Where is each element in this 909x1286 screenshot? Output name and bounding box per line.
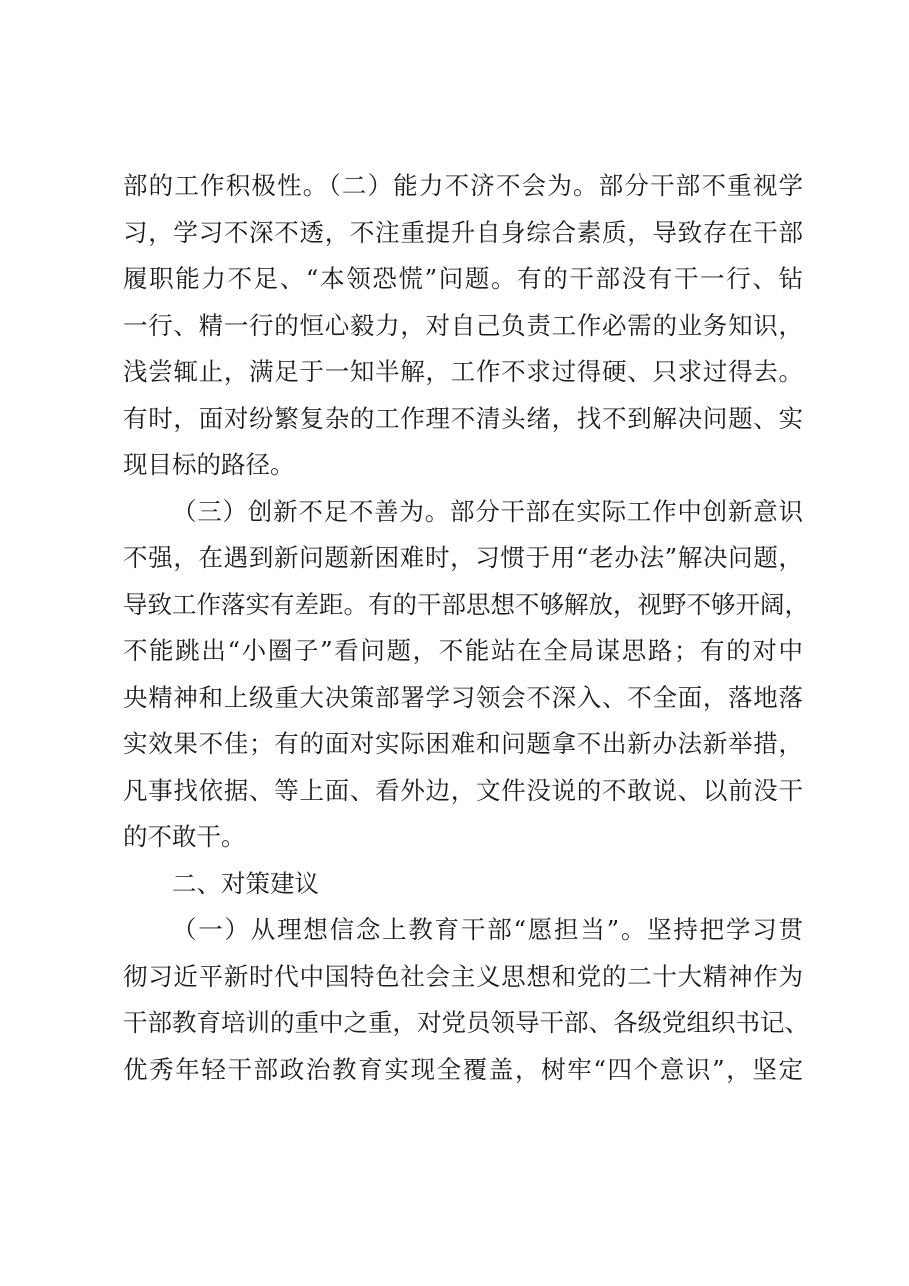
text-line: 有时，面对纷繁复杂的工作理不清头绪，找不到解决问题、实 (123, 403, 803, 433)
text-line: 浅尝辄止，满足于一知半解，工作不求过得硬、只求过得去。 (123, 357, 803, 386)
text-line: 干部教育培训的重中之重，对党员领导干部、各级党组织书记、 (123, 1008, 809, 1037)
text-line: 的不敢干。 (123, 822, 246, 851)
paragraph-first-line: （三）创新不足不善为。部分干部在实际工作中创新意识 (172, 496, 803, 526)
text-line: 导致工作落实有差距。有的干部思想不够解放，视野不够开阔， (123, 589, 809, 619)
text-line: 部的工作积极性。（二）能力不济不会为。部分干部不重视学 (123, 171, 803, 200)
document-body (123, 163, 809, 1093)
text-line: 习，学习不深不透，不注重提升自身综合素质，导致存在干部 (123, 217, 803, 247)
text-line: 不强，在遇到新问题新困难时，习惯于用“老办法”解决问题， (123, 543, 803, 572)
text-line: 央精神和上级重大决策部署学习领会不深入、不全面，落地落 (123, 682, 803, 712)
text-line: 彻习近平新时代中国特色社会主义思想和党的二十大精神作为 (123, 961, 803, 991)
text-line: 一行、精一行的恒心毅力，对自己负责工作必需的业务知识， (123, 310, 803, 340)
paragraph-first-line: （一）从理想信念上教育干部“愿担当”。坚持把学习贯 (172, 915, 803, 944)
text-line: 实效果不佳；有的面对实际困难和问题拿不出新办法新举措， (123, 729, 803, 758)
section-heading: 二、对策建议 (172, 868, 319, 898)
text-line: 优秀年轻干部政治教育实现全覆盖，树牢“四个意识”，坚定 (123, 1054, 803, 1084)
text-line: 现目标的路径。 (123, 450, 295, 479)
text-line: 不能跳出“小圈子”看问题，不能站在全局谋思路；有的对中 (123, 636, 803, 665)
text-line: 凡事找依据、等上面、看外边，文件没说的不敢说、以前没干 (123, 775, 803, 805)
text-line: 履职能力不足、“本领恐慌”问题。有的干部没有干一行、钻 (123, 264, 803, 293)
